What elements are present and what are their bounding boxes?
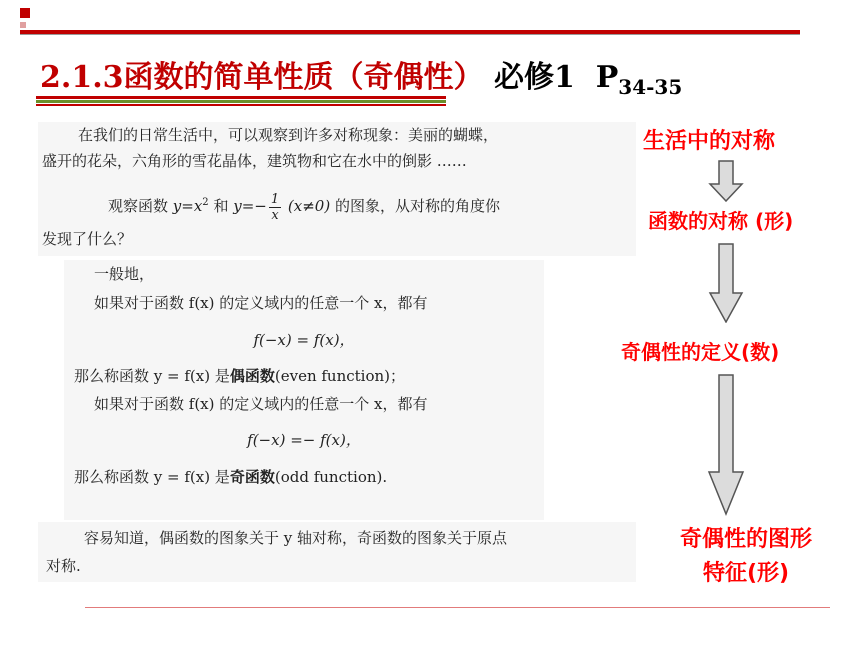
decor-square-small bbox=[20, 22, 26, 28]
title-underline-green bbox=[36, 100, 446, 103]
def-if-even: 如果对于函数 f(x) 的定义域内的任意一个 x，都有 bbox=[94, 294, 428, 312]
down-arrow-icon bbox=[708, 243, 744, 323]
odd-suffix: (odd function). bbox=[274, 468, 388, 486]
observe-func-1: y=x bbox=[172, 197, 203, 215]
observe-text-b: 和 bbox=[208, 197, 234, 215]
flow-step-life-symmetry: 生活中的对称 bbox=[643, 129, 776, 154]
conclusion-line-2: 对称. bbox=[46, 557, 81, 575]
even-term: 偶函数 bbox=[229, 367, 275, 385]
fraction-denominator: x bbox=[271, 207, 279, 223]
textbook-excerpt-observe bbox=[38, 180, 636, 256]
intro-line-2: 盛开的花朵，六角形的雪花晶体，建筑物和它在水中的倒影 …… bbox=[42, 152, 467, 170]
slide-title bbox=[40, 52, 682, 99]
even-prefix: 那么称函数 y = f(x) 是 bbox=[74, 367, 230, 385]
textbook-excerpt-definition bbox=[64, 260, 544, 520]
down-arrow-icon bbox=[707, 374, 745, 516]
title-book bbox=[493, 60, 683, 99]
observe-line-2: 发现了什么？ bbox=[42, 230, 133, 248]
odd-term: 奇函数 bbox=[229, 468, 275, 486]
fraction-numerator: 1 bbox=[270, 191, 280, 207]
title-page-prefix: P bbox=[595, 60, 619, 95]
observe-func-2: y=− bbox=[233, 197, 267, 215]
textbook-excerpt-intro bbox=[38, 122, 636, 180]
bottom-rule bbox=[85, 607, 830, 608]
title-main: 2.1.3函数的简单性质（奇偶性） bbox=[40, 60, 484, 95]
flow-step-parity-definition: 奇偶性的定义(数) bbox=[621, 340, 780, 364]
title-underline bbox=[36, 96, 446, 99]
def-eq-odd: f(−x) =− f(x)， bbox=[247, 431, 361, 449]
title-underline-2 bbox=[36, 104, 446, 106]
odd-prefix: 那么称函数 y = f(x) 是 bbox=[74, 468, 230, 486]
observe-line-1 bbox=[38, 180, 636, 226]
flow-step-function-symmetry: 函数的对称 (形) bbox=[648, 209, 794, 233]
def-odd-line bbox=[64, 462, 544, 492]
top-rule-shadow bbox=[20, 34, 800, 35]
even-suffix: (even function)； bbox=[274, 367, 406, 385]
textbook-excerpt-conclusion bbox=[38, 522, 636, 582]
observe-text-a: 观察函数 bbox=[108, 197, 173, 215]
def-eq-even: f(−x) = f(x)， bbox=[253, 331, 355, 349]
def-even-line bbox=[64, 362, 544, 390]
observe-condition: (x≠0) bbox=[283, 197, 335, 215]
conclusion-line-1: 容易知道，偶函数的图象关于 y 轴对称，奇函数的图象关于原点 bbox=[84, 529, 508, 547]
title-page-range: 34-35 bbox=[618, 75, 683, 99]
observe-fraction bbox=[269, 192, 281, 223]
def-if-odd: 如果对于函数 f(x) 的定义域内的任意一个 x，都有 bbox=[94, 395, 428, 413]
flow-step-4-line-2: 特征(形) bbox=[702, 561, 790, 586]
flow-step-parity-graph bbox=[646, 523, 846, 591]
down-arrow-icon bbox=[708, 160, 744, 202]
intro-line-1: 在我们的日常生活中，可以观察到许多对称现象：美丽的蝴蝶， bbox=[78, 126, 499, 144]
flow-step-4-line-1: 奇偶性的图形 bbox=[679, 527, 812, 552]
def-general: 一般地， bbox=[94, 265, 155, 283]
title-book-name: 必修1 bbox=[493, 60, 575, 95]
decor-square bbox=[20, 8, 30, 18]
observe-text-c: 的图象，从对称的角度你 bbox=[334, 197, 500, 215]
observe-func-1-exp: 2 bbox=[202, 197, 209, 208]
